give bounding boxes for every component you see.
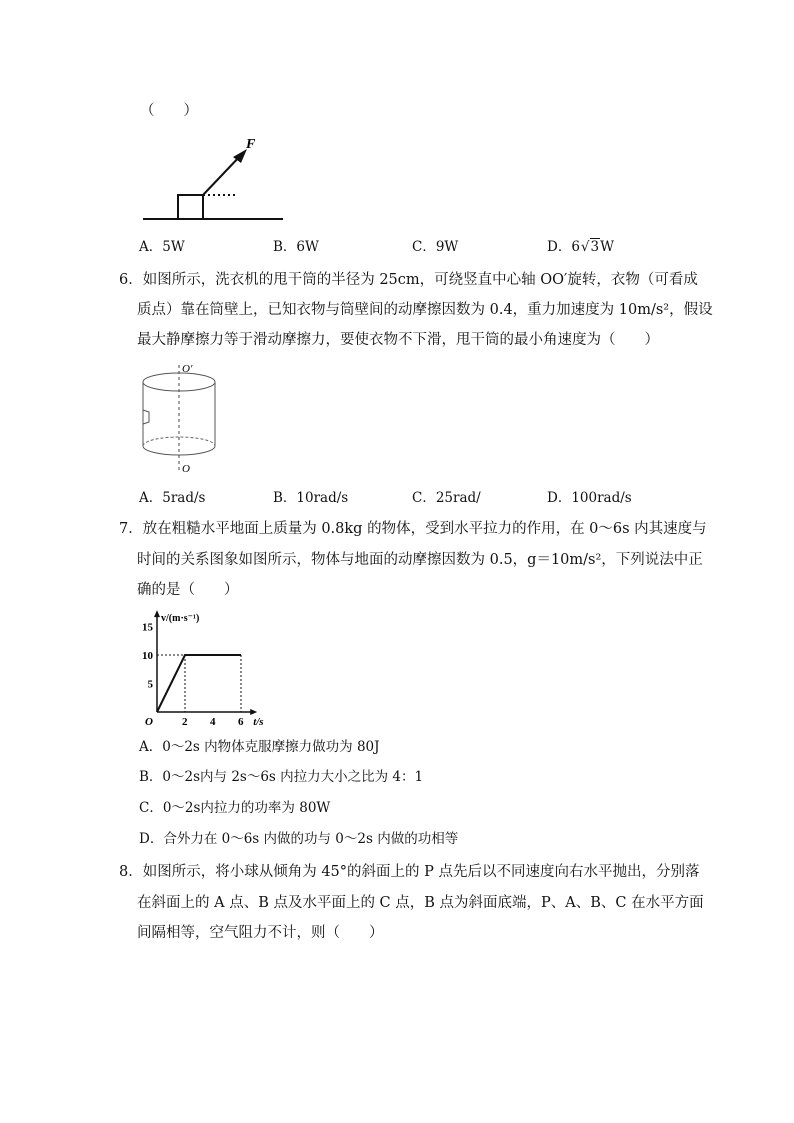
q7-option-d: D．合外力在 0～6s 内做的功与 0～2s 内做的功相等 [139,831,459,847]
q5-option-d [547,238,614,256]
y-axis-arrow [154,610,160,617]
q7-option-c: C．0～2s内拉力的功率为 80W [139,800,331,816]
q6-option-c: C．25rad/ [412,490,481,506]
q6-option-d: D．100rad/s [547,490,632,506]
origin-label: O [145,716,153,728]
y-axis-label: v/(m·s⁻¹) [161,613,200,625]
q6-line-2: 质点）靠在筒壁上，已知衣物与筒壁间的动摩擦因数为 0.4，重力加速度为 10m/s²，假设 [137,302,713,318]
x-axis-label: t/s [253,716,264,728]
drum-top-rim [143,373,215,391]
q7-line-3: 确的是（ ） [137,582,239,598]
q7-option-b: B．0～2s内与 2s～6s 内拉力大小之比为 4：1 [139,769,424,785]
q6-option-b: B．10rad/s [273,490,349,506]
y-tick-label-5: 5 [147,678,153,691]
y-tick-label-15: 15 [142,621,153,634]
q5-option-a: A．5W [139,239,185,255]
q8-line-2: 在斜面上的 A 点、B 点及水平面上的 C 点，B 点为斜面底端，P、A、B、C 在水平方面 [137,895,704,911]
q7-velocity-time-chart [140,606,265,728]
x-tick-label-4: 4 [210,716,216,728]
q5-option-d-unit: W [600,239,615,255]
q7-option-a: A．0～2s 内物体克服摩擦力做功为 80J [139,739,380,755]
axis-bottom-label: O [182,463,190,475]
force-arrow [203,154,242,195]
sqrt-symbol: √ [580,239,590,255]
clothing-item [143,410,149,424]
q7-line-1: 7．放在粗糙水平地面上质量为 0.8kg 的物体，受到水平拉力的作用，在 0～6s 内其速度与 [119,521,707,537]
q6-line-3: 最大静摩擦力等于滑动摩擦力，要使衣物不下滑，甩干筒的最小角速度为（ ） [137,332,659,348]
q6-option-a: A．5rad/s [139,490,206,506]
q6-drum-diagram [135,360,225,475]
q6-line-1: 6．如图所示，洗衣机的甩干筒的半径为 25cm，可绕竖直中心轴 OO′旋转，衣物（可看成 [119,272,698,288]
x-axis-arrow [250,709,257,715]
q5-option-b: B．6W [273,239,319,255]
q5-answer-bracket: （ ） [140,103,198,119]
q7-line-2: 时间的关系图象如图所示，物体与地面的动摩擦因数为 0.5，g＝10m/s²，下列说法中正 [137,552,703,568]
q5-option-d-radicand: 3 [590,239,600,255]
q5-option-c: C．9W [412,239,459,255]
series-velocity-line [157,655,241,712]
force-label: F [246,137,256,152]
y-tick-label-10: 10 [142,650,153,662]
q5-force-diagram [140,130,290,225]
q5-option-d-prefix: D．6 [547,239,580,255]
x-tick-label-6: 6 [238,716,244,728]
x-tick-label-2: 2 [182,716,188,728]
q8-line-3: 间隔相等，空气阻力不计，则（ ） [137,925,384,941]
q8-line-1: 8．如图所示，将小球从倾角为 45°的斜面上的 P 点先后以不同速度向右水平抛出，分别落 [119,864,700,880]
axis-top-label: O′ [182,363,193,375]
block [178,195,203,219]
